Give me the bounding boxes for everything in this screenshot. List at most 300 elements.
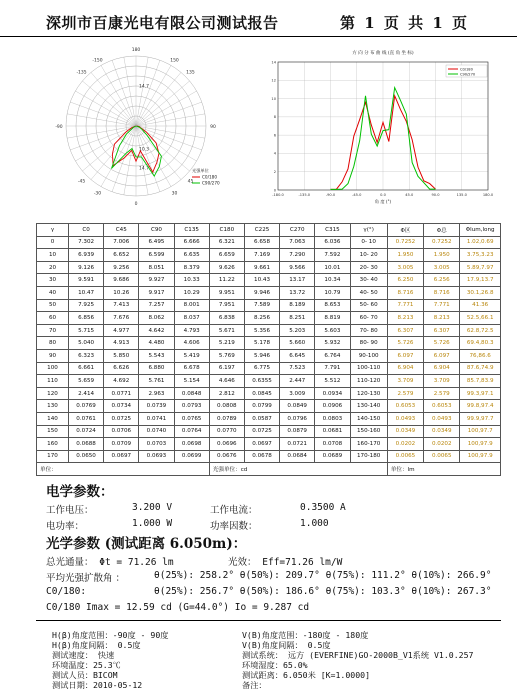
table-cell: 99.3,97.1 [460,387,501,400]
table-cell: 0.0765 [174,412,209,425]
beam-label: 平均光强扩散角 ： [46,573,126,584]
beam-label-row [46,570,125,584]
table-cell: 0.0934 [315,387,350,400]
table-cell: 0.0879 [280,425,315,438]
polar-angle-label: -45 [77,179,86,185]
table-row [37,349,501,362]
current-label: 工作电流： [210,505,258,516]
table-cell: 0 [37,236,69,249]
table-cell: 7.676 [104,312,139,325]
table-cell: 6.666 [174,236,209,249]
x-tick-label: 0.0 [380,193,386,197]
table-cell: 0.0741 [139,412,174,425]
y-tick-label: 6 [273,133,276,138]
table-cell: 0- 10 [350,236,387,249]
table-cell: 100,97.7 [460,425,501,438]
flux-value: Φt = 71.26 lm [99,557,174,568]
x-tick-label: -45.0 [352,193,362,197]
voltage-value: 3.200 V [132,502,173,513]
table-row [37,438,501,451]
polar-curve-c0 [112,126,159,172]
table-cell: 0.0761 [69,412,104,425]
table-cell: 150 [37,425,69,438]
polar-legend-c0: C0/180 [202,174,217,180]
table-cell: 7.771 [387,299,423,312]
table-cell: 10.43 [244,274,279,287]
table-cell: 0.0349 [424,425,460,438]
table-cell: 0.0689 [315,450,350,463]
table-cell: 10.01 [315,261,350,274]
y-tick-label: 2 [273,170,276,175]
table-cell: 9.686 [104,274,139,287]
table-cell: 0.0799 [244,400,279,413]
col-header: C0 [69,224,104,237]
table-cell: 5.419 [174,349,209,362]
table-row [37,400,501,413]
polar-angle-label: 90 [210,125,216,130]
table-row [37,261,501,274]
table-row [37,274,501,287]
pf-label-wrap [210,518,258,532]
table-cell: 87.6,74.9 [460,362,501,375]
table-cell: 170-180 [350,450,387,463]
table-cell: 5.178 [244,337,279,350]
table-cell: 7.791 [315,362,350,375]
table-cell: 0.0724 [69,425,104,438]
table-cell: 11.22 [209,274,244,287]
table-cell: 80- 90 [350,337,387,350]
h-step: H(β)角度间隔： 0.5度 [52,640,141,650]
table-cell: 0.0734 [104,400,139,413]
table-row [37,286,501,299]
polar-legend-title: 光强单位 [192,168,209,173]
table-cell: 8.653 [315,299,350,312]
eff-label: 光效： [228,557,257,568]
c-label: C0/180: [46,586,87,597]
table-row [37,375,501,388]
table-cell: 6.097 [424,349,460,362]
table-cell: 6.495 [139,236,174,249]
table-cell: 5.726 [424,337,460,350]
table-row [37,312,501,325]
table-cell: 4.480 [139,337,174,350]
table-cell: 6.250 [387,274,423,287]
table-cell: 0.0803 [315,412,350,425]
voltage-row [46,502,94,516]
table-cell: 8.001 [174,299,209,312]
table-cell: 5.203 [280,324,315,337]
table-cell: 76,86.6 [460,349,501,362]
table-cell: 9.256 [104,261,139,274]
col-header: Φ区 [387,224,423,237]
env-humidity: 环境湿度：65.0% [242,660,308,670]
table-cell: 0.0693 [139,450,174,463]
env-temp: 环境温度：25.3℃ [52,660,121,670]
table-cell: 6.904 [387,362,423,375]
intensity-table [36,223,501,476]
test-date: 测试日期：2010-05-12 [52,680,143,690]
test-system: 测试系统： 远方 (EVERFINE)GO-2000B_V1系统 V1.0.257 [242,650,474,660]
note: 备注： [242,680,267,690]
rectangular-plot [264,46,501,206]
table-cell: 6.652 [104,249,139,262]
table-cell: 5.671 [209,324,244,337]
table-cell: 7.589 [244,299,279,312]
table-cell: 7.925 [69,299,104,312]
table-cell: 5.850 [104,349,139,362]
table-cell: 2.963 [139,387,174,400]
table-cell: 0.0699 [174,450,209,463]
power-value: 1.000 W [132,518,173,529]
table-cell: 0.0849 [280,400,315,413]
table-cell: 5.356 [244,324,279,337]
table-cell: 40 [37,286,69,299]
v-step: V(B)角度间隔： 0.5度 [242,640,331,650]
table-cell: 70- 80 [350,324,387,337]
table-cell: 160 [37,438,69,451]
footer-unit: 单位： [37,463,210,476]
table-cell: 130 [37,400,69,413]
col-header: C315 [315,224,350,237]
table-cell: 0.0845 [244,387,279,400]
table-cell: 3.75,3.23 [460,249,501,262]
test-speed: 测试速度： 快速 [52,650,115,660]
x-axis-label: 角 度 (°) [374,199,392,204]
table-cell: 99.8,97.4 [460,400,501,413]
flux-label: 总光通量： [46,557,94,568]
y-tick-label: 10 [271,96,276,101]
table-cell: 2.812 [209,387,244,400]
table-cell: 3.005 [387,261,423,274]
col-header: C270 [280,224,315,237]
y-tick-label: 4 [273,151,276,156]
table-cell: 5.659 [69,375,104,388]
table-cell: 3.005 [424,261,460,274]
col-header: Φlum,long [460,224,501,237]
polar-ring-label: 14.7 [139,84,150,90]
table-cell: 0.6053 [387,400,423,413]
table-cell: 6.658 [244,236,279,249]
power-row [46,518,84,532]
table-cell: 0.0793 [174,400,209,413]
table-cell: 0.0725 [104,412,139,425]
table-cell: 0.0789 [209,412,244,425]
table-cell: 0.0681 [315,425,350,438]
table-cell: 10.34 [315,274,350,287]
table-cell: 62.8,72.5 [460,324,501,337]
plots-area [36,46,501,206]
beam-values-1: θ(25%): 258.2° θ(50%): 209.7° θ(75%): 111.2° θ(10%): 266.9° [154,570,492,581]
legend-label: C90/270 [460,72,476,77]
polar-ring-label: 14.7 [139,166,150,172]
table-cell: 6.626 [104,362,139,375]
table-cell: 6.880 [139,362,174,375]
table-cell: 85.7,83.9 [460,375,501,388]
table-cell: 30- 40 [350,274,387,287]
page-indicator: 第 1 页 共 1 页 [340,14,467,32]
x-tick-label: 180.0 [482,193,494,197]
table-cell: 8.716 [387,286,423,299]
table-cell: 50- 60 [350,299,387,312]
table-cell: 7.169 [244,249,279,262]
table-cell: 5.603 [315,324,350,337]
table-cell: 9.917 [139,286,174,299]
table-cell: 7.413 [104,299,139,312]
table-cell: 0.0706 [104,425,139,438]
table-row [37,324,501,337]
table-cell: 0.0739 [139,400,174,413]
table-cell: 8.819 [315,312,350,325]
table-cell: 0.0065 [424,450,460,463]
table-cell: 0.0770 [209,425,244,438]
y-tick-label: 12 [271,78,276,83]
table-cell: 5.726 [387,337,423,350]
polar-angle-label: -150 [92,58,103,64]
table-cell: 0.7252 [424,236,460,249]
table-cell: 7.302 [69,236,104,249]
table-cell: 13.72 [280,286,315,299]
table-cell: 4.977 [104,324,139,337]
table-cell: 170 [37,450,69,463]
table-cell: 8.051 [139,261,174,274]
table-cell: 60 [37,312,69,325]
table-cell: 52.5,66.1 [460,312,501,325]
table-cell: 0.0493 [387,412,423,425]
table-cell: 0.0808 [209,400,244,413]
table-cell: 6.904 [424,362,460,375]
table-cell: 3.009 [280,387,315,400]
table-cell: 6.097 [387,349,423,362]
table-cell: 6.939 [69,249,104,262]
table-cell: 0.0493 [424,412,460,425]
table-cell: 100,97.9 [460,450,501,463]
polar-plot [36,46,236,206]
table-cell: 5.715 [69,324,104,337]
separator [36,620,501,621]
table-row [37,337,501,350]
col-header: C90 [139,224,174,237]
table-cell: 0.0698 [174,438,209,451]
table-cell: 0.0709 [104,438,139,451]
legend-label: C0/180 [460,67,473,72]
table-cell: 30 [37,274,69,287]
table-cell: 6.678 [174,362,209,375]
table-cell: 69.4,80.3 [460,337,501,350]
polar-angle-label: -135 [76,70,87,76]
footer-cd: 光强单位：cd [209,463,387,476]
v-range: V(B)角度范围：-180度 - 180度 [242,630,369,640]
voltage-label: 工作电压： [46,505,94,516]
table-cell: 0.0684 [280,450,315,463]
table-cell: 8.213 [387,312,423,325]
table-row [37,236,501,249]
table-row [37,412,501,425]
power-label: 电功率： [46,521,85,532]
table-cell: 1.02,0.69 [460,236,501,249]
table-cell: 60- 70 [350,312,387,325]
table-cell: 0.0906 [315,400,350,413]
table-cell: 80 [37,337,69,350]
table-row [37,299,501,312]
col-header: C180 [209,224,244,237]
electrical-title: 电学参数： [46,484,114,500]
table-cell: 50 [37,299,69,312]
col-header: γ(°) [350,224,387,237]
table-cell: 2.579 [387,387,423,400]
table-cell: 6.256 [424,274,460,287]
polar-legend-c90: C90/270 [202,180,220,186]
imax-row: C0/180 Imax = 12.59 cd (G=44.0°) Io = 9.287 cd [46,602,310,613]
h-range: H(β)角度范围：-90度 - 90度 [52,630,169,640]
table-cell: 1.950 [424,249,460,262]
table-cell: 5.761 [139,375,174,388]
table-cell: 100 [37,362,69,375]
pf-label: 功率因数： [210,521,258,532]
table-cell: 6.599 [139,249,174,262]
table-cell: 5.040 [69,337,104,350]
col-header: Φ总 [424,224,460,237]
current-label-wrap [210,502,258,516]
pf-value: 1.000 [300,518,329,529]
table-row [37,425,501,438]
table-cell: 0.0796 [280,412,315,425]
table-cell: 3.709 [424,375,460,388]
table-cell: 7.523 [280,362,315,375]
table-cell: 6.307 [424,324,460,337]
table-cell: 20 [37,261,69,274]
table-cell: 4.606 [174,337,209,350]
table-cell: 0.0708 [315,438,350,451]
table-cell: 7.592 [315,249,350,262]
table-cell: 6.661 [69,362,104,375]
x-tick-label: 90.0 [431,193,440,197]
polar-angle-label: 180 [131,48,141,53]
table-cell: 110-120 [350,375,387,388]
table-cell: 0.0725 [244,425,279,438]
table-cell: 3.709 [387,375,423,388]
table-cell: 0.0721 [280,438,315,451]
table-cell: 8.213 [424,312,460,325]
table-cell: 0.0848 [174,387,209,400]
table-cell: 0.0697 [104,450,139,463]
table-cell: 99.9,97.7 [460,412,501,425]
table-cell: 7.006 [104,236,139,249]
table-cell: 4.642 [139,324,174,337]
table-cell: 0.0676 [209,450,244,463]
table-cell: 100-110 [350,362,387,375]
eff-value: Eff=71.26 lm/W [262,557,343,568]
table-cell: 2.579 [424,387,460,400]
table-cell: 7.257 [139,299,174,312]
table-cell: 70 [37,324,69,337]
table-cell: 140 [37,412,69,425]
table-cell: 10.33 [174,274,209,287]
y-tick-label: 8 [273,115,276,120]
chart-title: 方 向 分 布 曲 线 (直 角 坐 标) [352,51,414,56]
table-cell: 8.062 [139,312,174,325]
table-cell: 0.0688 [69,438,104,451]
table-cell: 6.775 [244,362,279,375]
polar-angle-label: 30 [171,191,178,197]
table-cell: 90-100 [350,349,387,362]
table-cell: 9.661 [244,261,279,274]
table-cell: 30.1,26.8 [460,286,501,299]
table-cell: 20- 30 [350,261,387,274]
table-cell: 5.543 [139,349,174,362]
table-cell: 6.856 [69,312,104,325]
table-cell: 8.037 [174,312,209,325]
table-cell: 0.0065 [387,450,423,463]
current-value: 0.3500 A [300,502,346,513]
x-tick-label: -90.0 [325,193,336,197]
table-cell: 7.771 [424,299,460,312]
table-cell: 9.927 [139,274,174,287]
x-tick-label: 45.0 [405,193,414,197]
table-cell: 0.0202 [387,438,423,451]
table-cell: 7.290 [280,249,315,262]
flux-row [46,554,174,568]
table-cell: 10.26 [104,286,139,299]
table-cell: 0.6355 [244,375,279,388]
table-cell: 7.063 [280,236,315,249]
table-cell: 0.0587 [244,412,279,425]
table-cell: 100,97.9 [460,438,501,451]
table-footer-row [37,463,501,476]
table-cell: 0.7252 [387,236,423,249]
table-cell: 0.0697 [244,438,279,451]
table-cell: 40- 50 [350,286,387,299]
table-cell: 2.414 [69,387,104,400]
table-cell: 9.946 [244,286,279,299]
table-cell: 1.950 [387,249,423,262]
table-cell: 8.716 [424,286,460,299]
table-cell: 0.0696 [209,438,244,451]
table-cell: 9.626 [209,261,244,274]
table-cell: 150-160 [350,425,387,438]
table-cell: 13.17 [280,274,315,287]
x-tick-label: -180.0 [272,193,284,197]
x-tick-label: -135.0 [298,193,311,197]
table-cell: 0.0202 [424,438,460,451]
beam-values-2: θ(25%): 256.7° θ(50%): 186.6° θ(75%): 103.3° θ(10%): 267.3° [154,586,492,597]
table-cell: 9.951 [209,286,244,299]
table-cell: 5.769 [209,349,244,362]
table-cell: 4.913 [104,337,139,350]
table-cell: 0.0678 [244,450,279,463]
polar-angle-label: -90 [55,125,63,130]
table-cell: 6.307 [387,324,423,337]
report-header [0,0,517,37]
polar-ring-label: 10.3 [139,147,150,153]
table-row [37,362,501,375]
table-cell: 6.838 [209,312,244,325]
company-title: 深圳市百康光电有限公司测试报告 [46,14,279,32]
table-cell: 10.79 [315,286,350,299]
table-cell: 0.0769 [69,400,104,413]
table-cell: 120-130 [350,387,387,400]
y-tick-label: 0 [273,188,276,193]
col-header: C135 [174,224,209,237]
table-row [37,450,501,463]
table-cell: 6.197 [209,362,244,375]
y-tick-label: 14 [271,60,276,65]
table-cell: 6.321 [209,236,244,249]
eff-row [228,554,342,568]
table-cell: 9.566 [280,261,315,274]
table-row [37,249,501,262]
footer-lm: 单位：lm [387,463,500,476]
polar-angle-label: 45 [187,179,194,185]
